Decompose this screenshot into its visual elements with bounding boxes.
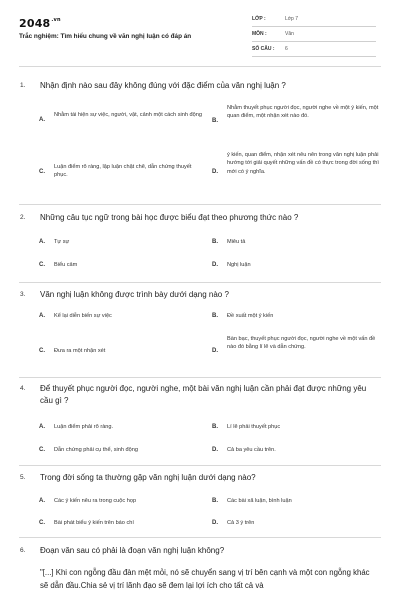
divider	[19, 66, 381, 67]
info-row-count	[252, 42, 376, 57]
option-c[interactable]: C. Luận điểm rõ ràng, lập luận chặt chẽ, dẫn chứng thuyết phục.	[39, 164, 192, 179]
subject-label: MÔN :	[252, 31, 267, 37]
page-header	[0, 0, 400, 66]
option-a[interactable]: A. Nhằm tái hiện sự việc, người, vật, cảnh một cách sinh động	[39, 112, 202, 123]
question-text: Đoạn văn sau có phải là đoạn văn nghị luận không?	[40, 546, 225, 555]
option-c[interactable]: C. Biểu cảm	[39, 262, 78, 268]
option-c[interactable]: C. Dẫn chứng phải cụ thể, sinh động	[39, 447, 138, 453]
option-d[interactable]: D. Bàn bạc, thuyết phục người đọc, người nghe về một vấn đề nào đó bằng lí lẽ và dẫn chứng.	[212, 336, 376, 354]
question-number: 3.	[20, 291, 26, 298]
option-d[interactable]: D. Nghị luận	[212, 262, 251, 268]
class-value: Lớp 7	[285, 16, 299, 22]
divider	[19, 377, 381, 378]
question-number: 6.	[20, 547, 26, 554]
option-b[interactable]: B. Đề xuất một ý kiến	[212, 313, 274, 319]
info-row-subject	[252, 27, 376, 42]
question-text: Trong đời sống ta thường gặp văn nghị luận dưới dạng nào?	[40, 473, 256, 482]
option-d[interactable]: D. ý kiến, quan điểm, nhận xét nêu nên trong văn nghị luận phải hướng tới giải quyết những vấn đề có thực trong đời sống thì mới có ý nghĩa.	[212, 152, 379, 175]
subject-value: Văn	[285, 31, 294, 37]
option-b[interactable]: B. Các bài xã luận, bình luận	[212, 498, 292, 504]
question-text: Để thuyết phục người đọc, người nghe, một bài văn nghị luận cần phải đạt được những yêu cầu gì ?	[40, 384, 367, 405]
class-label: LỚP :	[252, 16, 266, 22]
info-row-class	[252, 12, 376, 27]
question-text: Văn nghị luận không được trình bày dưới dạng nào ?	[40, 290, 229, 299]
option-a[interactable]: A. Kể lại diễn biến sự việc	[39, 313, 112, 319]
question-text: Nhận định nào sau đây không đúng với đặc điểm của văn nghị luận ?	[40, 81, 286, 90]
option-a[interactable]: A. Các ý kiến nêu ra trong cuộc họp	[39, 498, 137, 504]
question-count-value: 6	[285, 46, 288, 52]
question-number: 1.	[20, 82, 26, 89]
option-b[interactable]: B. Nhằm thuyết phục người đọc, người nghe về một ý kiến, một quan điểm, một nhận xét nào đó.	[212, 105, 379, 124]
option-b[interactable]: B. Miêu tả	[212, 239, 246, 245]
option-b[interactable]: B. Lí lẽ phải thuyết phục	[212, 424, 281, 430]
option-a[interactable]: A. Tự sự	[39, 239, 70, 245]
divider	[19, 282, 381, 283]
question-number: 4.	[20, 385, 26, 392]
option-d[interactable]: D. Cả ba yêu cầu trên.	[212, 447, 276, 453]
option-a[interactable]: A. Luận điểm phải rõ ràng.	[39, 424, 114, 430]
option-c[interactable]: C. Bài phát biểu ý kiến trên báo chí	[39, 520, 134, 526]
question-text: Những câu tục ngữ trong bài học được biểu đạt theo phương thức nào ?	[40, 213, 299, 222]
divider	[19, 537, 381, 538]
option-d[interactable]: D. Cả 3 ý trên	[212, 520, 255, 526]
question-count-label: SỐ CÂU :	[252, 46, 275, 52]
quoted-paragraph: "[...] Khi con ngỗng đầu đàn mệt mỏi, nó sẽ chuyển sang vị trí bên cạnh và một con ngỗng khác sẽ dẫn đầu.Chia sẻ vị trí lãnh đạo sẽ đem lại lợi ích cho tất cả và	[40, 568, 370, 590]
divider	[19, 465, 381, 466]
site-logo[interactable]: $2048^{.vn}$	[19, 17, 61, 30]
option-c[interactable]: C. Đưa ra một nhận xét	[39, 348, 106, 354]
divider	[19, 204, 381, 205]
question-number: 2.	[20, 214, 26, 221]
question-number: 5.	[20, 474, 26, 481]
page-title: Trắc nghiệm: Tìm hiểu chung về văn nghị luận có đáp án	[19, 33, 192, 40]
